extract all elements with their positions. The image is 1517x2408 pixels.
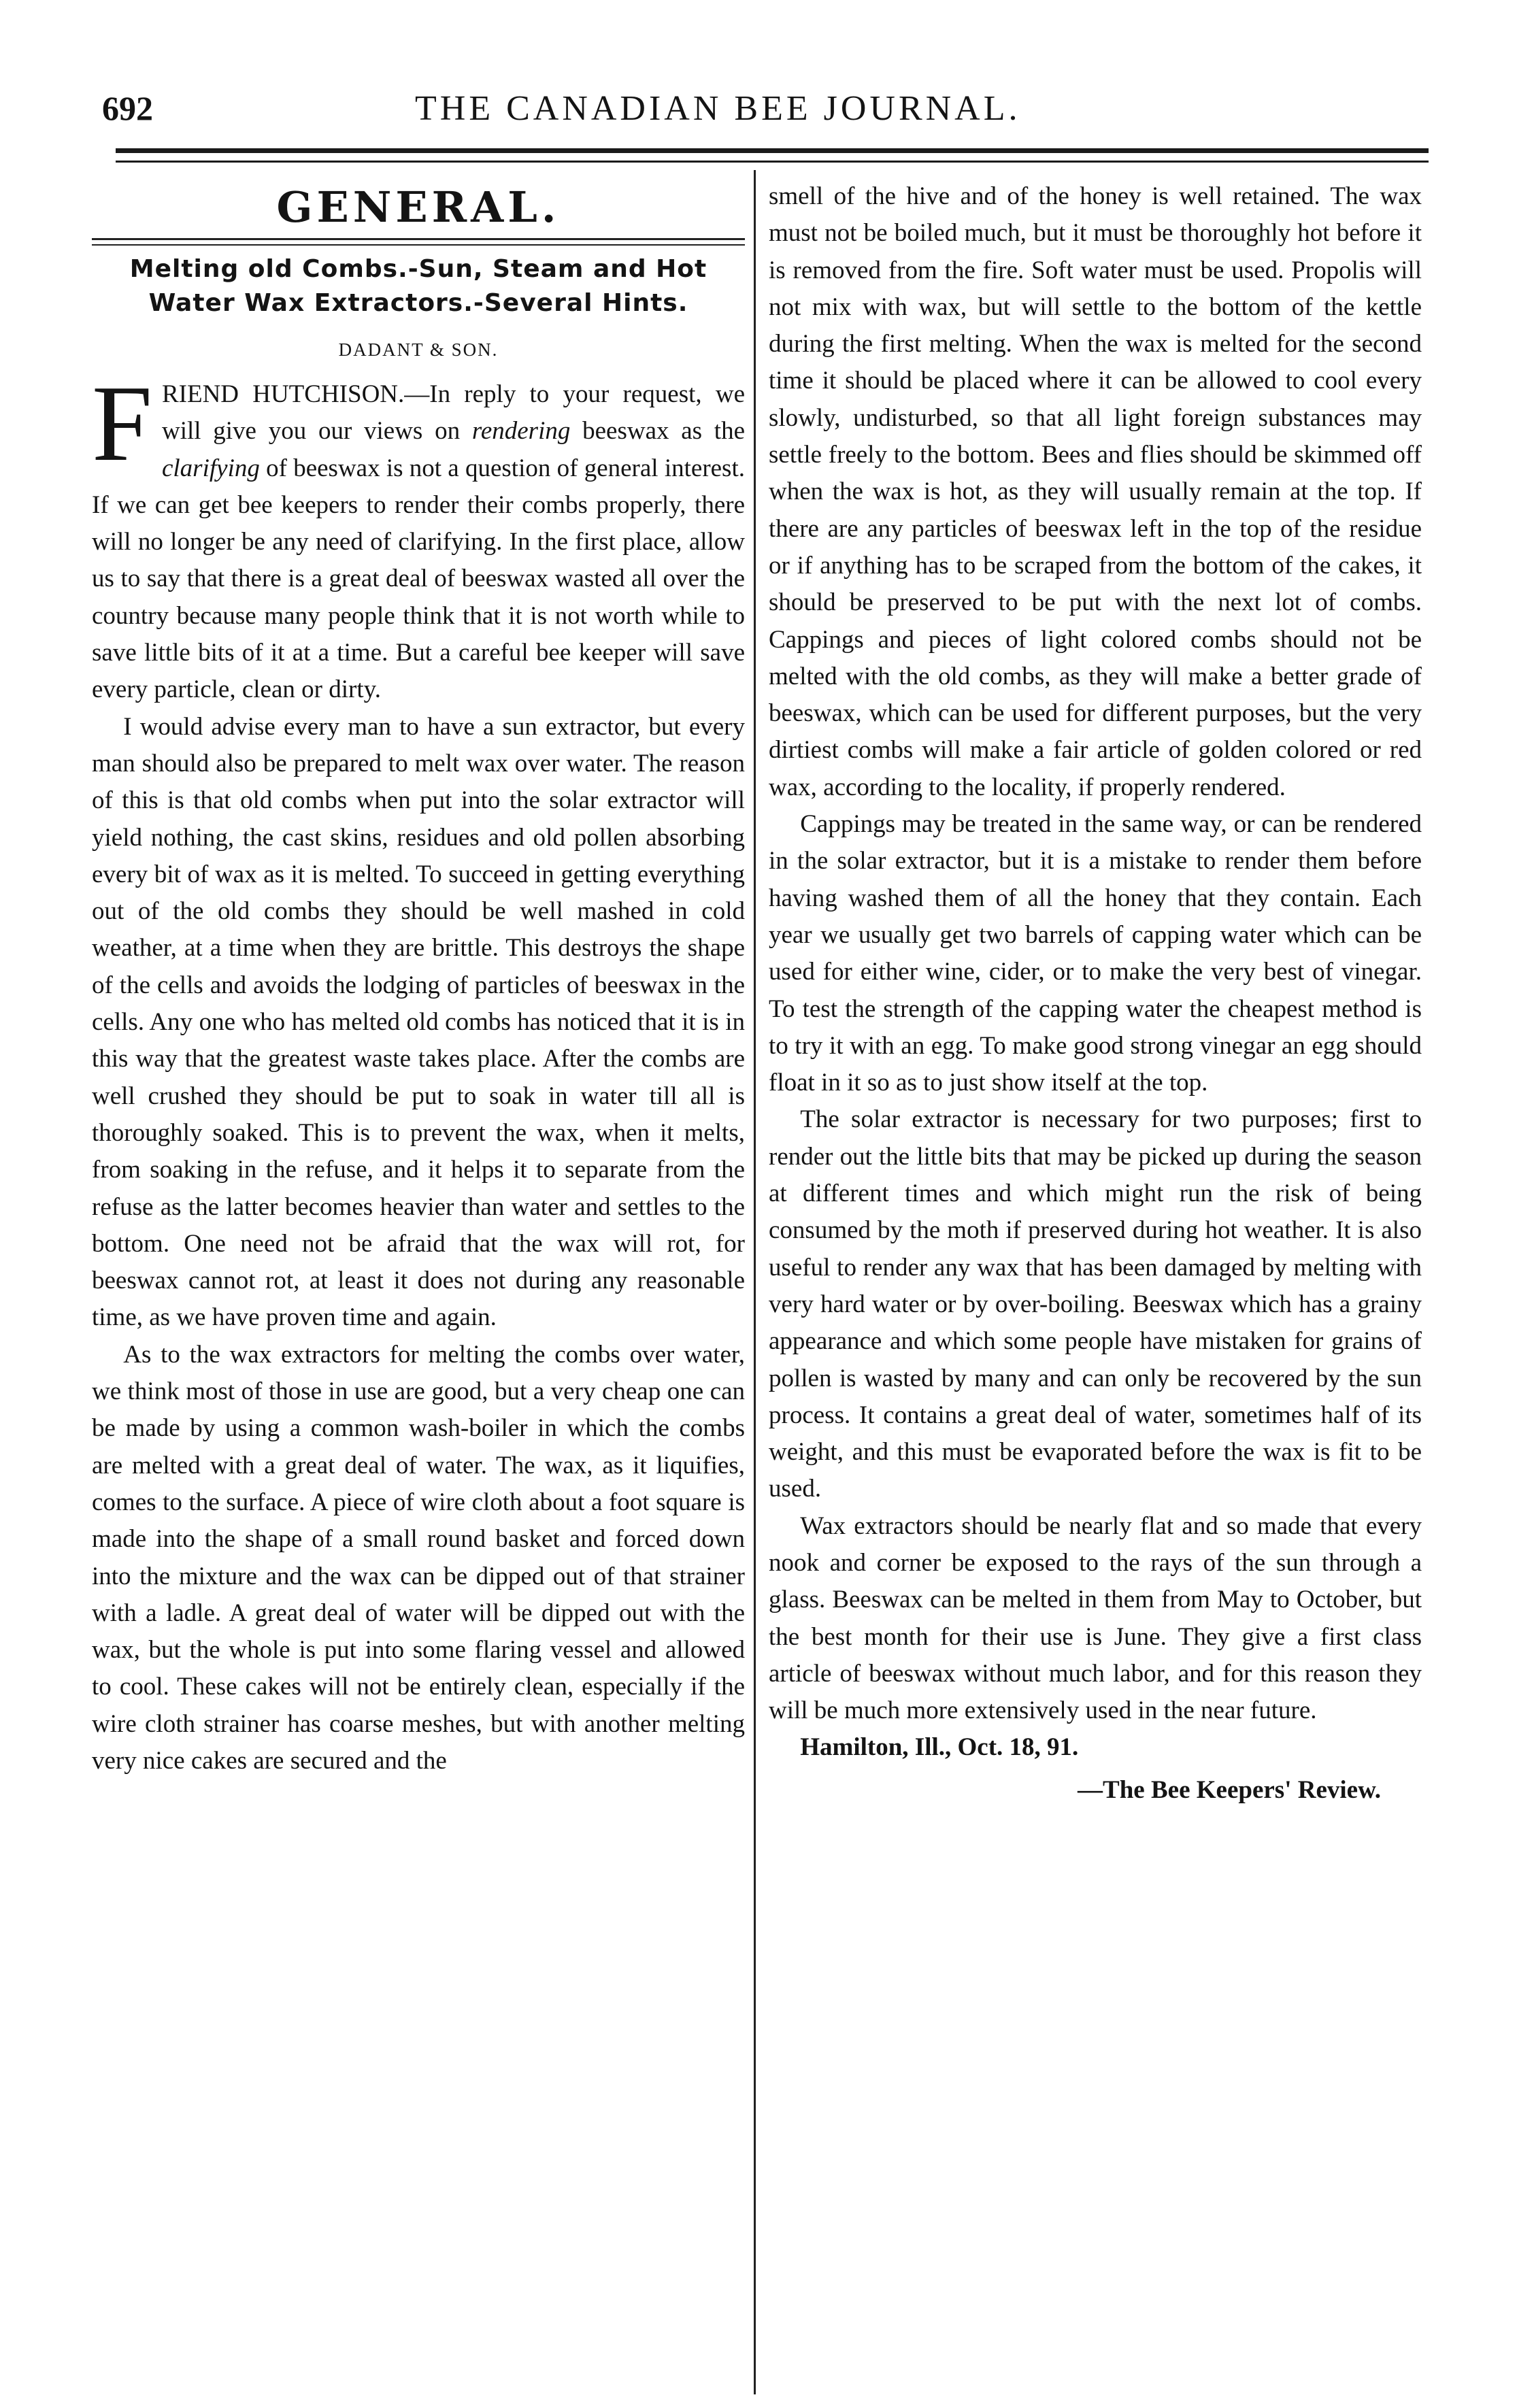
paragraph-flat-extractors: Wax extractors should be nearly flat and so made that every nook and corner be exposed to the rays of the sun through a glass. Beeswax can be melted in them from May to October, but the best month for their use is June. They give a first class article of beeswax without much labor, and for this reason they will be much more extensively used in the near future. <box>769 1511 1422 1725</box>
drop-cap: F <box>92 363 152 484</box>
article-headline: Melting old Combs.-Sun, Steam and Hot Water Wax Extractors.-Several Hints. <box>129 255 707 317</box>
italic-rendering: rendering <box>471 417 571 446</box>
running-head <box>102 88 1429 150</box>
paragraph-solar-extractor: The solar extractor is necessary for two purposes; first to render out the little bits that may be picked up during the season at different times and which might run the risk of being consumed by the moth if preserved during hot weather. It is also useful to render any wax that has been damaged by melting with very hard water or by over-boiling. Beeswax which has a grainy appearance and which some people have mistaken for grains of pollen is wasted by many and can only be recovered by the sun process. It contains a great deal of water, sometimes half of its weight, and this must be evaporated before the wax is fit to be used. <box>769 1105 1422 1503</box>
header-rule-thin <box>116 161 1429 163</box>
source-credit: —The Bee Keepers' Review. <box>1078 1775 1381 1804</box>
header-rule-thick <box>116 148 1429 153</box>
paragraph-cappings: Cappings may be treated in the same way, or can be rendered in the solar extractor, but it is a mistake to render them before having washed them of all the honey that they contain. Each year we usually get two barrels of capping water which can be used for either wine, cider, or to make the very best of vinegar. To test the strength of the capping water the cheapest method is to try it with an egg. To make good strong vinegar an egg should float in it so as to just show itself at the top. <box>769 810 1422 1097</box>
italic-clarifying: clarifying <box>161 454 260 482</box>
opening-text-2: beeswax as the <box>570 417 745 446</box>
page-number: 692 <box>102 89 153 127</box>
salutation: RIEND HUTCHISON. <box>161 380 405 408</box>
section-title: GENERAL. <box>276 182 561 232</box>
paragraph-sun-extractor: I would advise every man to have a sun extractor, but every man should also be prepared to melt wax over water. The reason of this is that old combs when put into the solar extractor will yield nothing, the cast skins, residues and old pollen absorbing every bit of wax as it is melted. To succeed in getting everything out of the old combs they should be well mashed in cold weather, at a time when they are brittle. This destroys the shape of the cells and avoids the lodging of particles of beeswax in the cells. Any one who has melted old combs has noticed that it is in this way that the greatest waste takes place. After the combs are well crushed they should be put to soak in water till all is thoroughly soaked. This is to prevent the wax, when it melts, from soaking in the refuse, and it helps it to separate from the refuse as the latter becomes heavier than water and settles to the bottom. One need not be afraid that the wax will rot, for beeswax cannot rot, at least it does not during any reasonable time, as we have proven time and again. <box>92 712 745 1332</box>
opening-paragraph <box>92 363 745 709</box>
dateline: Hamilton, Ill., Oct. 18, 91. <box>800 1733 1079 1762</box>
opening-text-3: of beeswax is not a question of general interest. If we can get bee keepers to render their combs properly, there will no longer be any need of clarifying. In the first place, allow us to say that there is a great deal of beeswax wasted all over the country because many people think that it is not worth while to save little bits of it at a time. But a careful bee keeper will save every particle, clean or dirty. <box>92 454 745 704</box>
article-byline: DADANT & SON. <box>338 339 499 360</box>
column-divider <box>754 170 756 2394</box>
paragraph-continued: smell of the hive and of the honey is well retained. The wax must not be boiled much, but it must be thoroughly hot before it is removed from the fire. Soft water must be used. Propolis will not mix with wax, but will settle to the bottom of the kettle during the first melting. When the wax is melted for the second time it should be placed where it can be allowed to cool every slowly, undisturbed, so that all light foreign substances may settle freely to the bottom. Bees and flies should be skimmed off when the wax is hot, as they will usually remain at the top. If there are any particles of beeswax left in the top of the residue or if anything has to be scraped from the bottom of the cakes, it should be preserved to be put with the next lot of combs. Cappings and pieces of light colored combs should not be melted with the old combs, as they will make a better grade of beeswax, which can be used for different purposes, but the very dirtiest combs will make a fair article of golden colored or red wax, according to the locality, if properly rendered. <box>769 182 1422 801</box>
left-column <box>92 178 745 1779</box>
opening-text-1: —In reply to your request, we will give you our views on <box>161 380 745 446</box>
right-column <box>769 178 1422 1809</box>
section-rule-lower <box>92 244 745 246</box>
section-rule <box>92 238 745 240</box>
journal-title: THE CANADIAN BEE JOURNAL. <box>415 89 1021 128</box>
paragraph-wax-extractors: As to the wax extractors for melting the combs over water, we think most of those in use are good, but a very cheap one can be made by using a common wash-boiler in which the combs are melted with a great deal of water. The wax, as it liquifies, comes to the surface. A piece of wire cloth about a foot square is made into the shape of a small round basket and forced down into the mixture and the wax can be dipped out of that strainer with a ladle. A great deal of water will be dipped out with the wax, but the whole is put into some flaring vessel and allowed to cool. These cakes will not be entirely clean, especially if the wire cloth strainer has coarse meshes, but with another melting very nice cakes are secured and the <box>92 1340 745 1775</box>
